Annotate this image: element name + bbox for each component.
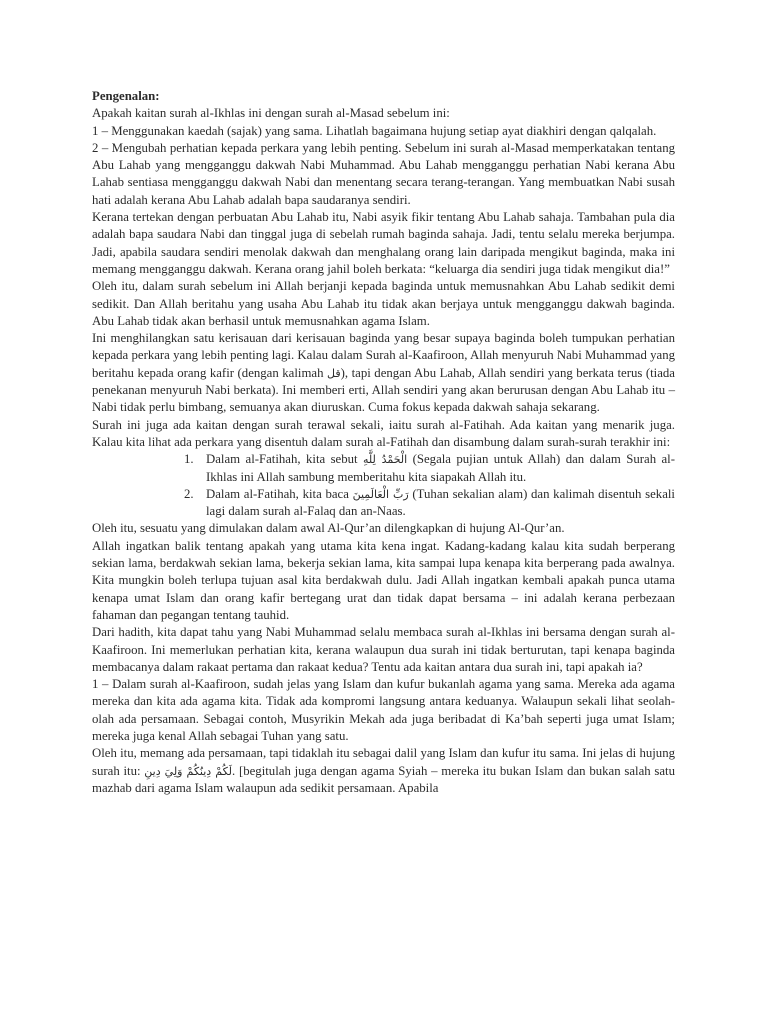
arabic-text: الْحَمْدُ لِلَّهِ — [362, 453, 408, 467]
paragraph-fatihah-link: Surah ini juga ada kaitan dengan surah terawal sekali, iaitu surah al-Fatihah. Ada kaitan yang menarik juga. Kalau kita lihat ada perkara yang disentuh dalam surah al-Fatihah dan disambung dalam surah-surah terakhir ini: — [92, 417, 675, 449]
arabic-text: قل — [327, 366, 341, 380]
list-number: 2. — [184, 486, 194, 501]
arabic-text: رَبِّ الْعَالَمِينَ — [352, 487, 409, 501]
text-segment: Dalam al-Fatihah, kita baca — [206, 486, 353, 501]
text-segment: ), tapi dengan Abu Lahab, Allah sendiri yang berkata terus (tiada penekanan menyuruh Nabi berkata). Ini memberi erti, Allah sendiri yang akan berurusan dengan Abu Lahab itu – Nabi tidak perlu bimbang, semuanya akan diuruskan. Cuma fokus kepada dakwah sahaja sekarang. — [92, 365, 675, 415]
list-item — [92, 451, 675, 486]
numbered-list — [92, 451, 675, 520]
paragraph-kaafiroon-point: 1 – Dalam surah al-Kaafiroon, sudah jelas yang Islam dan kufur bukanlah agama yang sama. Mereka ada agama mereka dan kita ada agama kita. Tidak ada kompromi langsung antara keduanya. Walaupun sekali lihat seolah-olah ada persamaan. Sebagai contoh, Musyrikin Mekah ada juga beribadat di Ka’bah seperti juga umat Islam; mereka juga kenal Allah sebagai Tuhan yang satu. — [92, 677, 675, 743]
paragraph-intro: Apakah kaitan surah al-Ikhlas ini dengan surah al-Masad sebelum ini: — [92, 106, 450, 121]
list-number: 1. — [184, 452, 194, 467]
document-page — [92, 88, 675, 797]
paragraph-allah-promise: Oleh itu, dalam surah sebelum ini Allah berjanji kepada baginda untuk memusnahkan Abu Lahab sedikit demi sedikit. Dan Allah beritahu yang usaha Abu Lahab itu tidak akan berjaya untuk mengganggu dakwah baginda. Abu Lahab tidak akan berhasil untuk memusnahkan agama Islam. — [92, 279, 675, 328]
section-heading: Pengenalan: — [92, 89, 160, 103]
paragraph-remove-worry — [92, 330, 675, 416]
paragraph-hadith: Dari hadith, kita dapat tahu yang Nabi Muhammad selalu membaca surah al-Ikhlas ini bersama dengan surah al-Kaafiroon. Ini memerlukan perhatian kita, kerana walaupun dua surah ini tidak berturutan, tapi kenapa baginda membacanya dalam rakaat pertama dan rakaat kedua? Tentu ada kaitan antara dua surah ini, tapi apakah ia? — [92, 625, 675, 674]
paragraph-completion: Oleh itu, sesuatu yang dimulakan dalam awal Al-Qur’an dilengkapkan di hujung Al-Qur’an. — [92, 521, 565, 536]
paragraph-similarity — [92, 745, 675, 797]
text-segment: (Segala pujian untuk Allah) dan dalam Surah al-Ikhlas ini Allah sambung memberitahu kita siapakah Allah itu. — [206, 452, 675, 484]
paragraph-abu-lahab-pressure: Kerana tertekan dengan perbuatan Abu Lahab itu, Nabi asyik fikir tentang Abu Lahab sahaja. Tambahan pula dia adalah bapa saudara Nabi dan tinggal juga di sebelah rumah baginda sahaja. Jadi, tentu selalu mereka berjumpa. Jadi, apabila saudara sendiri menolak dakwah dan menghalang orang lain daripada mengikut baginda, maka ini memang mengganggu dakwah. Kerana orang jahil boleh berkata: “keluarga dia sendiri juga tidak mengikut dia!” — [92, 210, 675, 276]
list-item — [92, 486, 675, 521]
text-segment: (Tuhan sekalian alam) dan kalimah disentuh sekali lagi dalam surah al-Falaq dan an-Naas. — [206, 486, 675, 519]
paragraph-point-1: 1 – Menggunakan kaedah (sajak) yang sama. Lihatlah bagaimana hujung setiap ayat diakhiri dengan qalqalah. — [92, 123, 657, 138]
text-segment: . [begitulah juga dengan agama Syiah – mereka itu bukan Islam dan bukan salah satu mazhab dari agama Islam walaupun ada sedikit persamaan. Apabila — [92, 763, 676, 795]
paragraph-point-2: 2 – Mengubah perhatian kepada perkara yang lebih penting. Sebelum ini surah al-Masad memperkatakan tentang Abu Lahab yang mengganggu dakwah Nabi Muhammad. Abu Lahab mengganggu perhatian Nabi kerana Abu Lahab sentiasa mengganggu dakwah Nabi dan menentang secara terang-terangan. Yang membuatkan Nabi susah hati adalah kerana Abu Lahab adalah bapa saudaranya sendiri. — [92, 140, 675, 207]
text-segment: Dalam al-Fatihah, kita sebut — [206, 452, 363, 467]
arabic-text: لَكُمْ دِينُكُمْ وَلِيَ دِينِ — [144, 764, 233, 778]
paragraph-reminder: Allah ingatkan balik tentang apakah yang utama kita kena ingat. Kadang-kadang kalau kita sudah berperang sekian lama, berdakwah sekian lama, bekerja sekian lama, kita sampai lupa kenapa kita berperang pada awalnya. Kita mungkin boleh terlupa tujuan asal kita berdakwah dulu. Jadi Allah ingatkan kembali apakah punca utama kenapa umat Islam dan orang kafir bertegang urat dan tidak dapat bersama – ini adalah kerana perbezaan fahaman dan pegangan tentang tauhid. — [92, 538, 675, 622]
text-segment: Ini menghilangkan satu kerisauan dari kerisauan baginda yang besar supaya baginda boleh tumpukan perhatian kepada perkara yang lebih penting lagi. Kalau dalam Surah al-Kaafiroon, Allah menyuruh Nabi Muhammad yang beritahu kepada orang kafir (dengan kalimah — [92, 331, 675, 380]
text-segment: Oleh itu, memang ada persamaan, tapi tidaklah itu sebagai dalil yang Islam dan kufur itu sama. Ini jelas di hujung surah itu: — [92, 746, 675, 778]
